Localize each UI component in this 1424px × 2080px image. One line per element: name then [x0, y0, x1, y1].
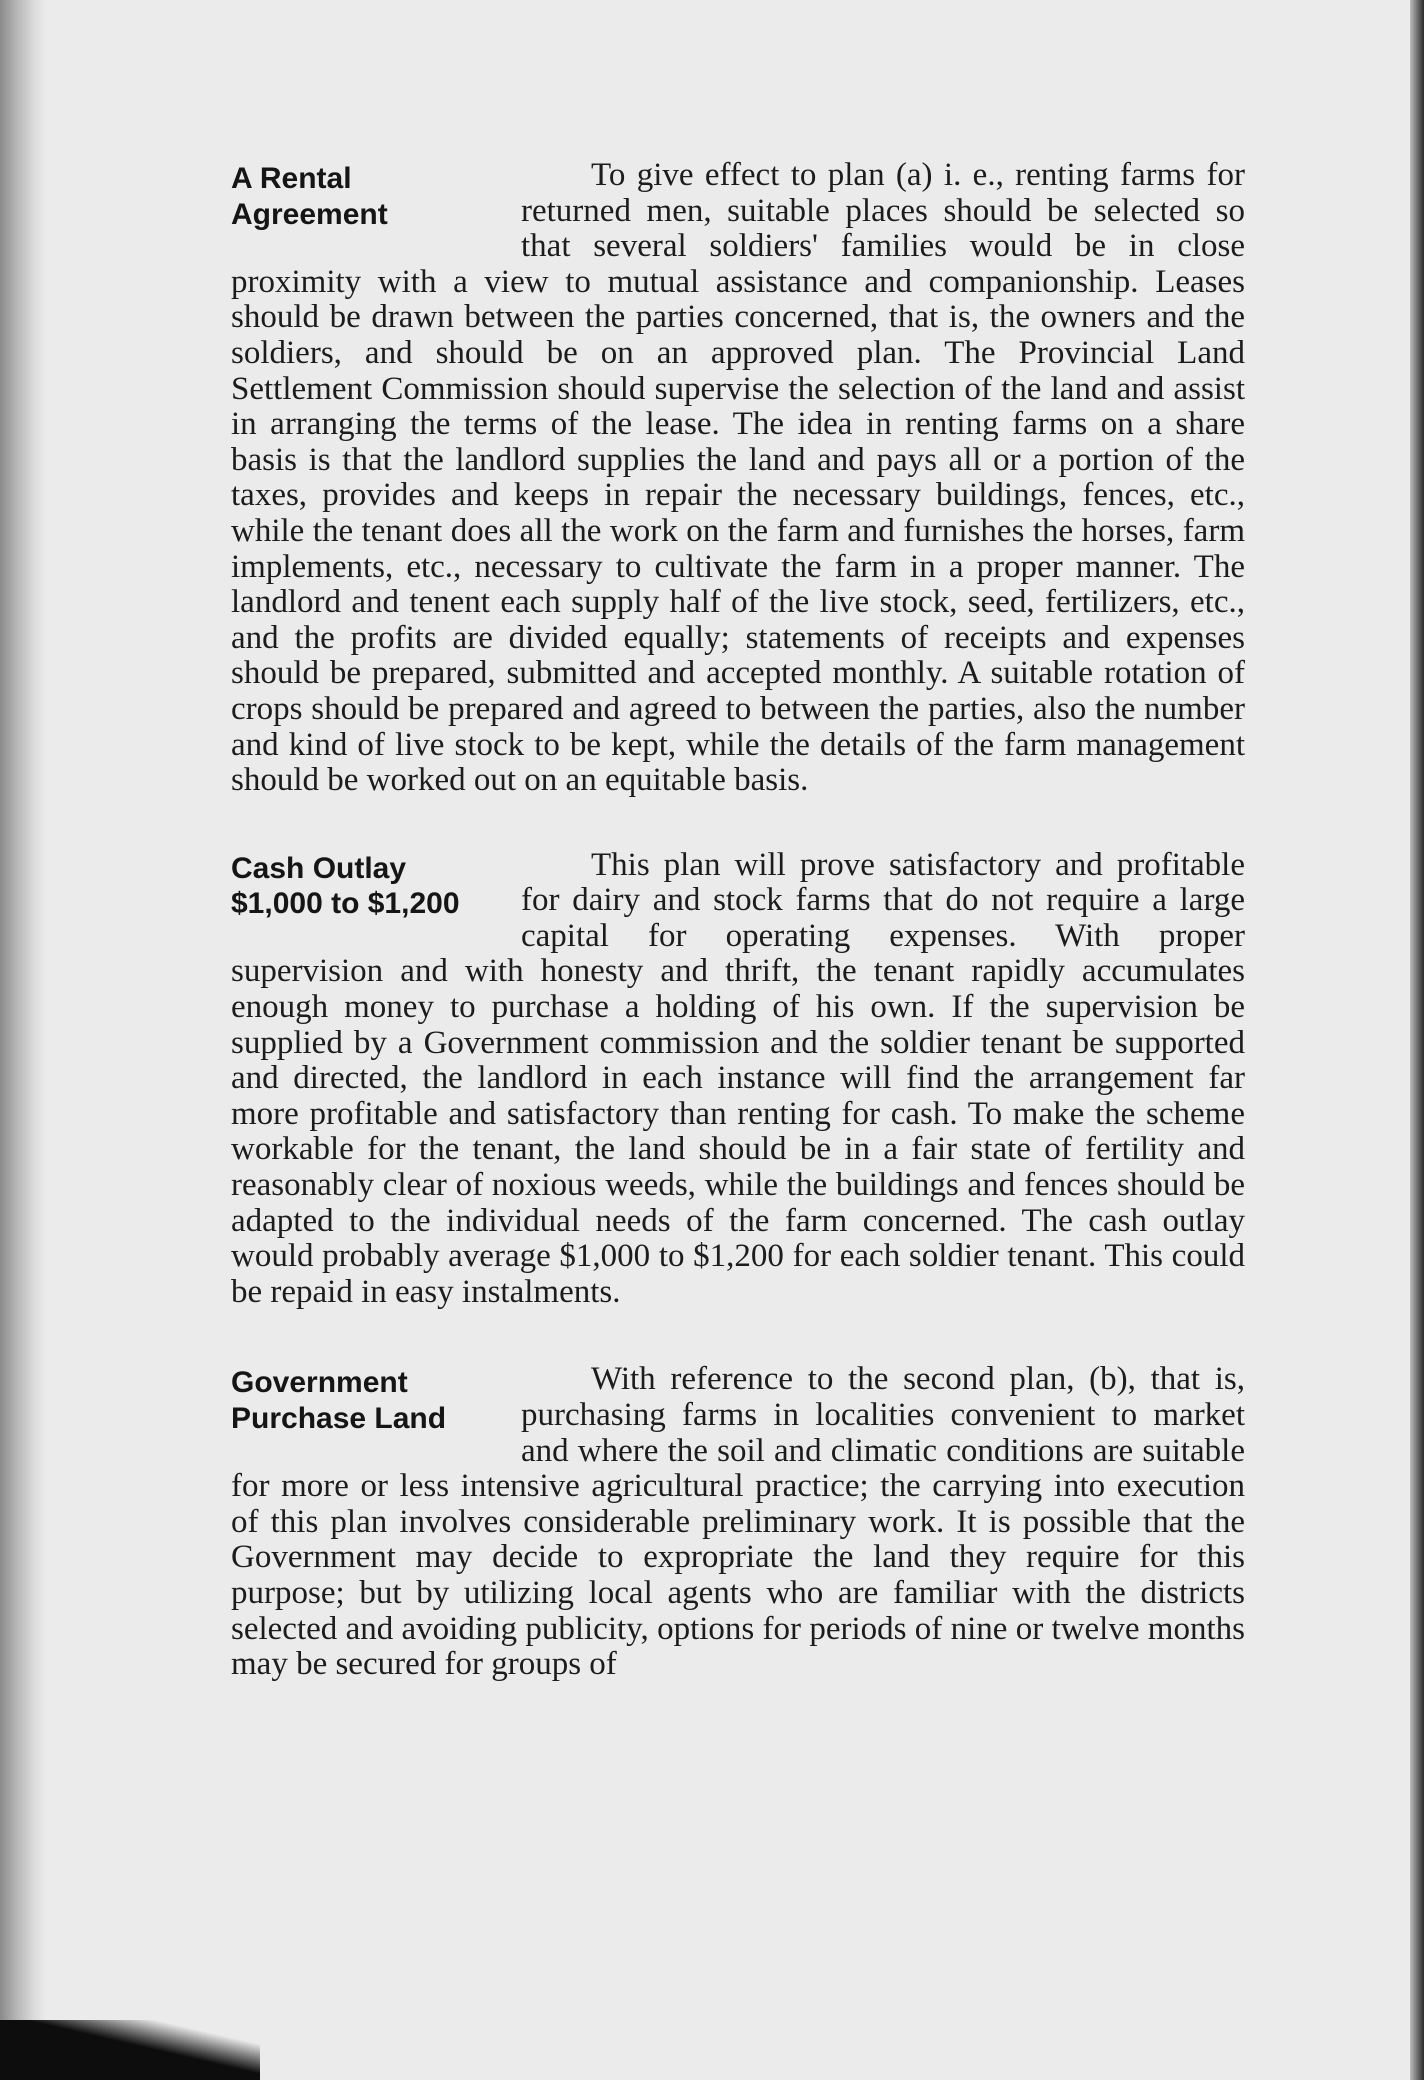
section-heading [231, 161, 521, 232]
heading-line: $1,000 to $1,200 [231, 887, 460, 921]
section-government-purchase-land [231, 1362, 1245, 1682]
paragraph-text: To give effect to plan (a) i. e., renting farms for returned men, suitable places should be selected so that several soldiers' families would be in close proximity with a view to mutual assistance and companionship. Leases should be drawn between the parties concerned, that is, the owners and the soldiers, and should be on an approved plan. The Provincial Land Settlement Commission should supervise the selection of the land and assist in arranging the terms of the lease. The idea in renting farms on a share basis is that the landlord supplies the land and pays all or a portion of the taxes, provides and keeps in repair the necessary buildings, fences, etc., while the tenant does all the work on the farm and furnishes the horses, farm implements, etc., necessary to cultivate the farm in a proper manner. The landlord and tenent each supply half of the live stock, seed, fertilizers, etc., and the profits are divided equally; statements of receipts and expenses should be prepared, submitted and accepted monthly. A suitable rotation of crops should be prepared and agreed to between the parties, also the number and kind of live stock to be kept, while the details of the farm management should be worked out on an equitable basis. [231, 157, 1245, 799]
section-heading [231, 1365, 521, 1436]
section-heading [231, 851, 521, 922]
binding-edge [0, 0, 46, 2080]
section-paragraph [231, 158, 1245, 799]
paragraph-text: With reference to the second plan, (b), that is, purchasing farms in localities convenient to market and where the soil and climatic conditions are suitable for more or less intensive agricultural practice; the carrying into execution of this plan involves considerable preliminary work. It is possible that the Government may decide to expropriate the land they require for this purpose; but by utilizing local agents who are familiar with the districts selected and avoiding publicity, options for periods of nine or twelve months may be secured for groups of [231, 1361, 1245, 1683]
heading-line: Agreement [231, 197, 388, 231]
heading-line: Cash Outlay [231, 851, 407, 885]
paragraph-text: This plan will prove satisfactory and profitable for dairy and stock farms that do not require a large capital for operating expenses. With proper supervision and with honesty and thrift, the tenant rapidly accumulates enough money to purchase a holding of his own. If the supervision be supplied by a Government commission and the soldier tenant be supported and directed, the landlord in each instance will find the arrangement far more profitable and satisfactory than renting for cash. To make the scheme workable for the tenant, the land should be in a fair state of fertility and reasonably clear of noxious weeds, while the buildings and fences should be adapted to the individual needs of the farm concerned. The cash outlay would probably average $1,000 to $1,200 for each soldier tenant. This could be repaid in easy instalments. [231, 846, 1245, 1310]
corner-shadow [0, 2020, 260, 2080]
section-cash-outlay [231, 848, 1245, 1311]
heading-line: Government [231, 1366, 408, 1400]
heading-line: Purchase Land [231, 1402, 447, 1435]
heading-line: A Rental [231, 162, 352, 195]
document-body [231, 158, 1245, 1683]
section-rental-agreement [231, 158, 1245, 799]
page-right-edge [1410, 0, 1424, 2080]
